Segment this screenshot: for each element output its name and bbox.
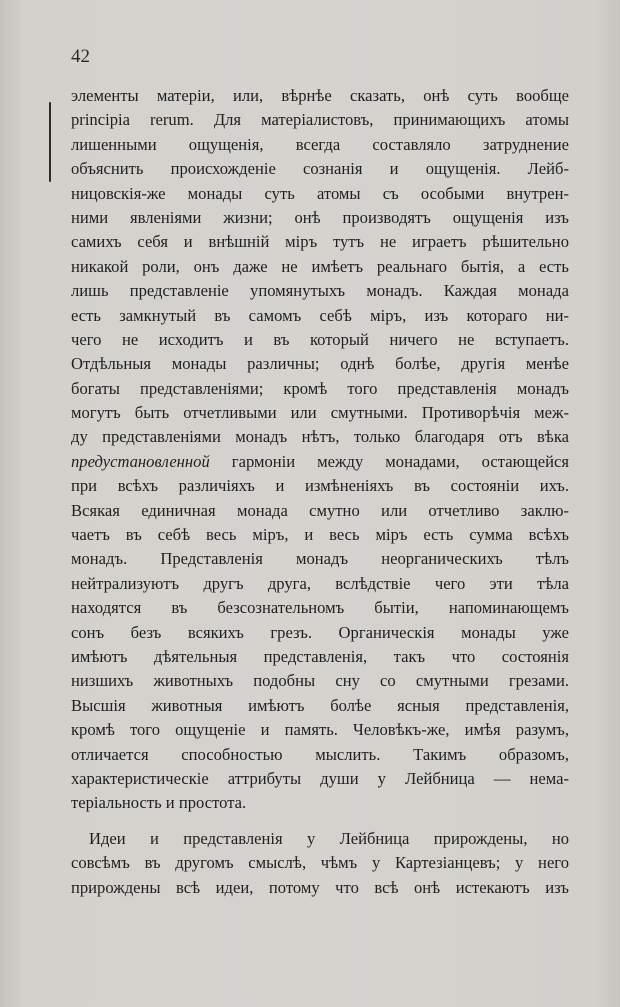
text-line: есть замкнутый въ самомъ себѣ мiръ, изъ котораго ни-: [71, 305, 569, 325]
text-line: объяснить происхожденiе сознанiя и ощущенiя. Лейб-: [71, 159, 569, 179]
text-line: никакой роли, онъ даже не имѣетъ реальнаго бытiя, а есть: [71, 256, 569, 276]
text-line: богаты представленiями; кромѣ того представленiя монадъ: [71, 378, 569, 398]
text-line: лишь представленiе упомянутыхъ монадъ. Каждая монада: [71, 281, 569, 301]
text-line: Идеи и представленiя у Лейбница прирождены, но: [89, 828, 569, 848]
text-line: Высшiя животныя имѣютъ болѣе ясныя представленiя,: [71, 695, 569, 715]
text-line: ними явленiями жизни; онѣ производятъ ощущенiя изъ: [71, 207, 569, 227]
text-line: элементы матерiи, или, вѣрнѣе сказать, онѣ суть вообще: [71, 86, 569, 105]
italic-term: предустановленной: [71, 451, 210, 471]
paragraph-gap: [71, 816, 569, 827]
text-line: principia rerum. Для матерiалистовъ, принимающихъ атомы: [71, 110, 569, 130]
text-line: самихъ себя и внѣшнiй мiръ тутъ не играетъ рѣшительно: [71, 232, 569, 252]
page-number: 42: [71, 46, 90, 67]
text-line: ду представленiями монадъ нѣтъ, только благодаря отъ вѣка: [71, 427, 569, 447]
text-line: имѣютъ дѣятельныя представленiя, такъ что состоянiя: [71, 646, 569, 666]
margin-mark: [49, 102, 51, 182]
text-line: могутъ быть отчетливыми или смутными. Противорѣчiя меж-: [71, 403, 569, 423]
text-line: характеристическiе аттрибуты души у Лейбница — нема-: [71, 768, 569, 788]
text-line: совсѣмъ въ другомъ смыслѣ, чѣмъ у Картезiанцевъ; у него: [71, 853, 569, 873]
text-line: при всѣхъ различiяхъ и измѣненiяхъ въ состоянiи ихъ.: [71, 476, 569, 496]
text-line: ницовскiя-же монады суть атомы съ особыми внутрен-: [71, 183, 569, 203]
text-line: прирождены всѣ идеи, потому что всѣ онѣ истекаютъ изъ: [71, 877, 569, 897]
text-line: чего не исходитъ и въ который ничего не вступаетъ.: [71, 329, 569, 349]
text-line: лишенными ощущенiя, всегда составляло затруднение: [71, 134, 569, 154]
text-line: Отдѣльныя монады различны; однѣ болѣе, другiя менѣе: [71, 354, 569, 374]
text-line: нейтрализуютъ другъ друга, вслѣдствiе чего эти тѣла: [71, 573, 569, 593]
text-block: [71, 84, 569, 900]
text-line: отличается способностью мыслить. Такимъ образомъ,: [71, 744, 569, 764]
text-line: низшихъ животныхъ подобны сну со смутными грезами.: [71, 671, 569, 691]
text-line: чаетъ въ себѣ весь мiръ, и весь мiръ есть сумма всѣхъ: [71, 525, 569, 545]
text-line: терiальность и простота.: [71, 793, 247, 813]
text-line: монадъ. Представленiя монадъ неорганическихъ тѣлъ: [71, 549, 569, 569]
text-line: Всякая единичная монада смутно или отчетливо заклю-: [71, 500, 569, 520]
text-line: находятся въ безсознательномъ бытiи, напоминающемъ: [71, 598, 569, 618]
text-line: [71, 450, 569, 474]
text-line: кромѣ того ощущенiе и память. Человѣкъ-же, имѣя разумъ,: [71, 720, 569, 740]
text-line: сонъ безъ всякихъ грезъ. Органическiя монады уже: [71, 622, 569, 642]
text-fragment: гармонiи между монадами, остающейся: [209, 451, 569, 471]
